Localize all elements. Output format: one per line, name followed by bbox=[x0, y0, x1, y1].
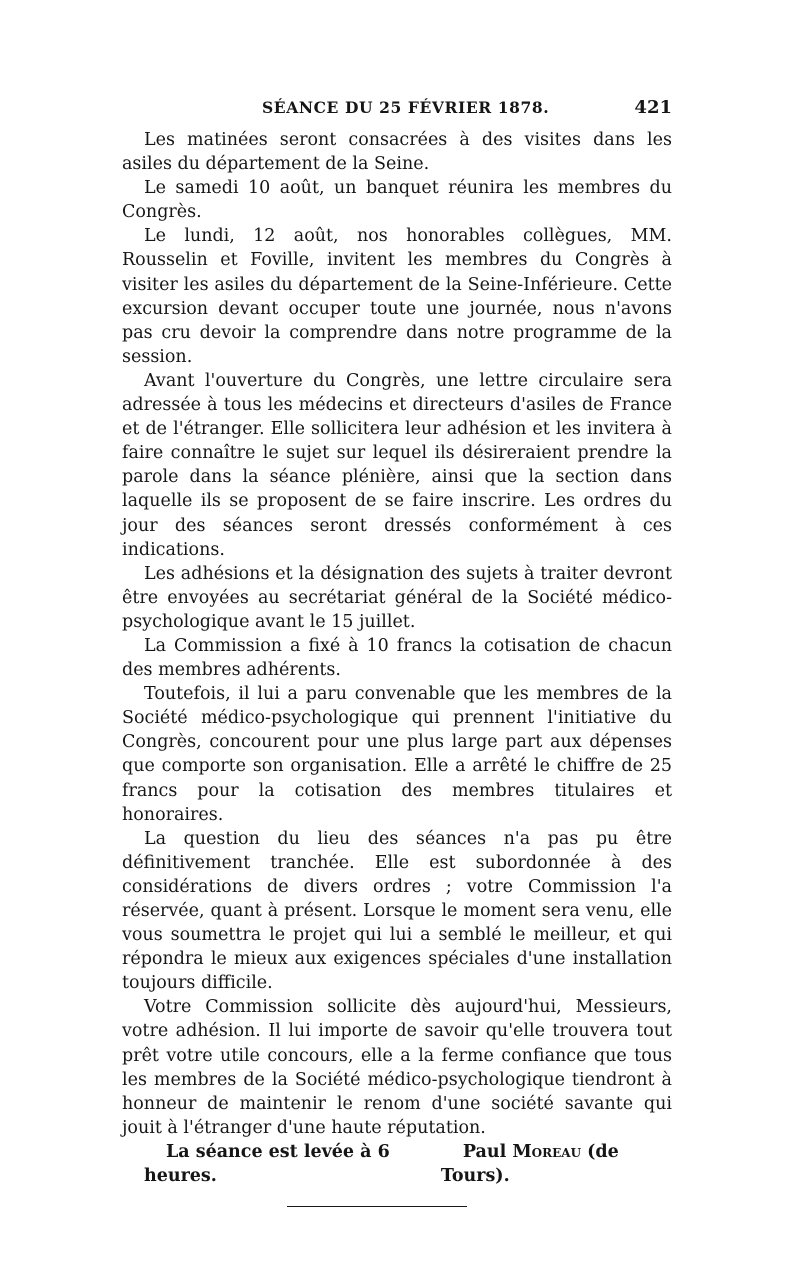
end-rule bbox=[287, 1206, 467, 1207]
paragraph: Les adhésions et la désignation des sujets à traiter devront être envoyées au secrétariat général de la Société médico-psychologique avant le 15 juillet. bbox=[122, 563, 672, 632]
page-number: 421 bbox=[634, 97, 672, 118]
author-signature bbox=[441, 1140, 672, 1188]
body-text bbox=[122, 128, 672, 1188]
closing-line bbox=[122, 1140, 672, 1188]
paragraph: Toutefois, il lui a paru convenable que les membres de la Société médico-psychologique qui prennent l'initiative du Congrès, concourent pour une plus large part aux dépenses que comporte son organisation. Elle a arrêté le chiffre de 25 francs pour la cotisation des membres titulaires et honoraires. bbox=[122, 684, 672, 825]
paragraph: Les matinées seront consacrées à des visites dans les asiles du département de la Seine. bbox=[122, 130, 672, 175]
author-last-name: Moreau bbox=[512, 1141, 582, 1162]
book-page bbox=[122, 88, 672, 1207]
paragraph: Avant l'ouverture du Congrès, une lettre circulaire sera adressée à tous les médecins et directeurs d'asiles de France et de l'étranger. Elle sollicitera leur adhésion et les invitera à faire connaître le sujet sur lequel ils désireraient prendre la parole dans la séance plénière, ainsi que la section dans laquelle ils se proposent de se faire inscrire. Les ordres du jour des séances seront dressés conformément à ces indications. bbox=[122, 370, 672, 560]
closing-text: La séance est levée à 6 heures. bbox=[144, 1141, 390, 1187]
paragraph: La question du lieu des séances n'a pas pu être définitivement tranchée. Elle est subordonnée à des considérations de divers ordres ; votre Commission l'a réservée, quant à présent. Lorsque le moment sera venu, elle vous soumettra le projet qui lui a semblé le meilleur, et qui répondra le mieux aux exigences spéciales d'une installation toujours difficile. bbox=[122, 828, 672, 994]
author-place: (de Tours). bbox=[440, 1141, 619, 1187]
paragraph: Le samedi 10 août, un banquet réunira les membres du Congrès. bbox=[122, 178, 672, 223]
paragraph: La Commission a fixé à 10 francs la cotisation de chacun des membres adhérents. bbox=[122, 635, 672, 681]
paragraph: Votre Commission sollicite dès aujourd'hui, Messieurs, votre adhésion. Il lui importe de savoir qu'elle trouvera tout prêt votre utile concours, elle a la ferme confiance que tous les membres de la Société médico-psychologique tiendront à honneur de maintenir le renom d'une société savante qui jouit à l'étranger d'une haute réputation. bbox=[122, 997, 672, 1138]
running-title: SÉANCE DU 25 FÉVRIER 1878. bbox=[262, 98, 550, 117]
paragraph: Le lundi, 12 août, nos honorables collègues, MM. Rousselin et Foville, invitent les membres du Congrès à visiter les asiles du département de la Seine-Inférieure. Cette excursion devant occuper toute une journée, nous n'avons pas cru devoir la comprendre dans notre programme de la session. bbox=[122, 226, 672, 367]
author-first-name: Paul bbox=[462, 1141, 507, 1162]
running-head bbox=[122, 88, 672, 128]
